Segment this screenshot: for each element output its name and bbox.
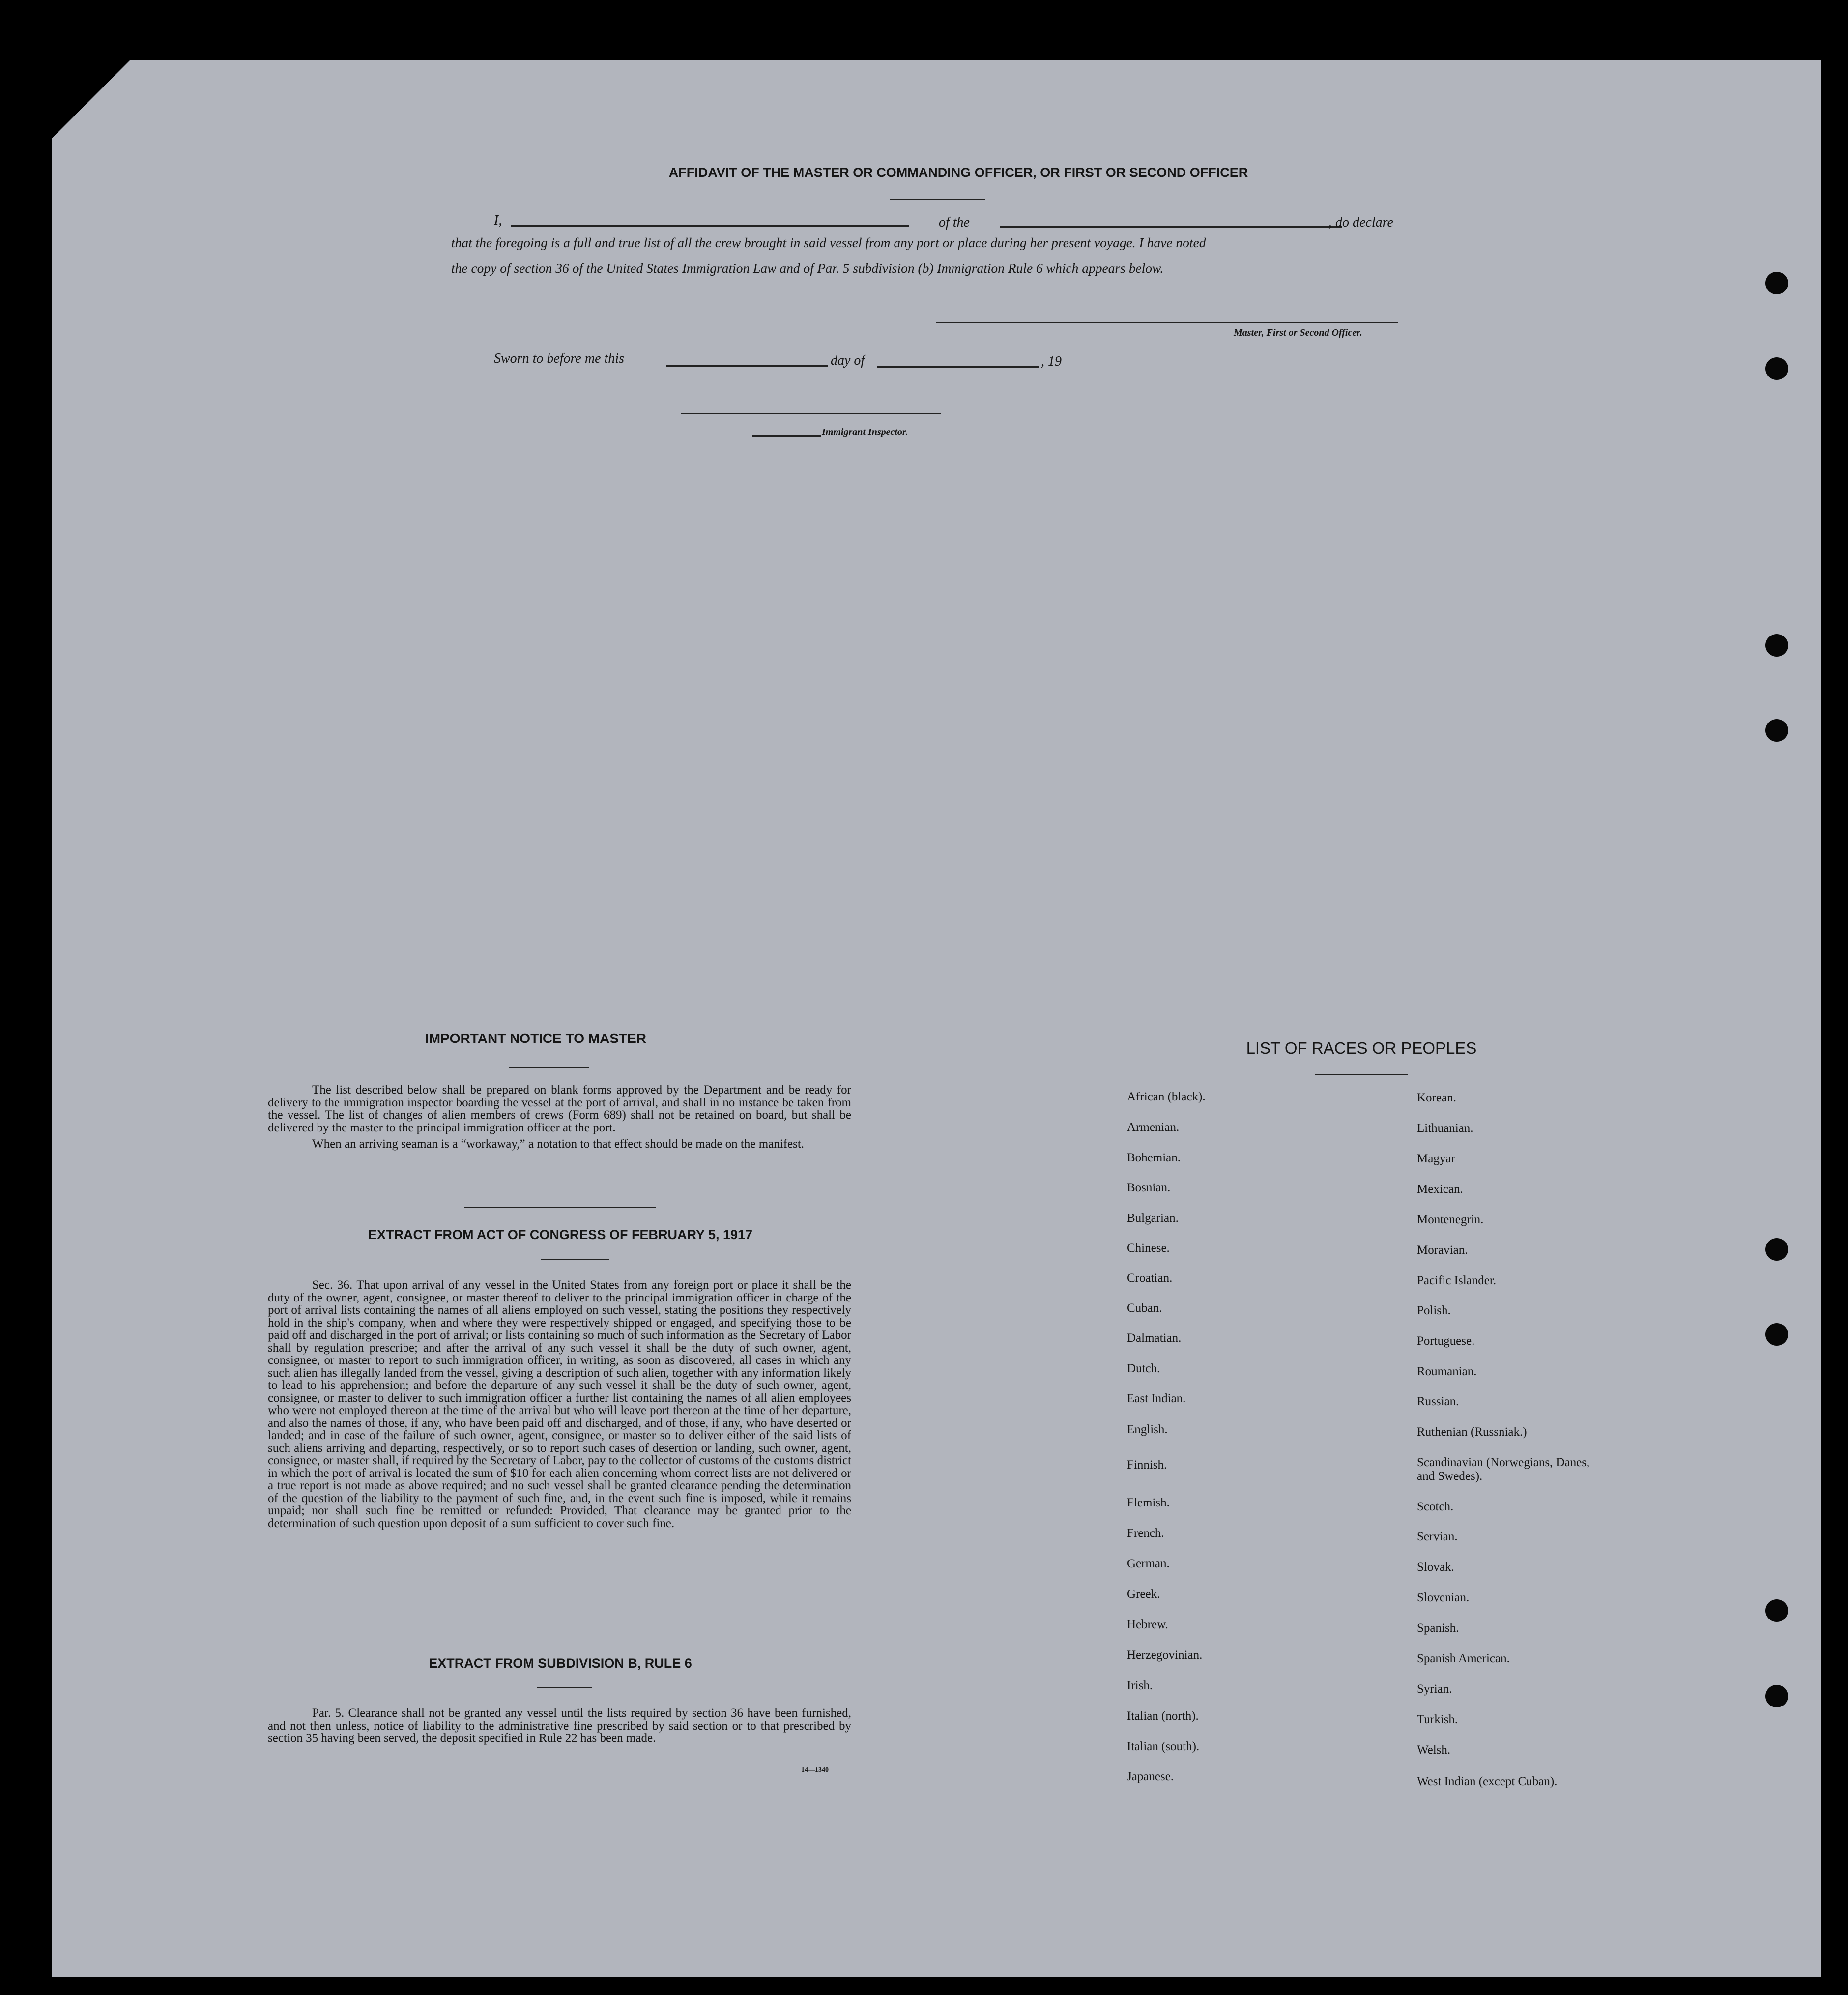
race-item: Korean. — [1417, 1091, 1456, 1104]
extract-rule-title: EXTRACT FROM SUBDIVISION B, RULE 6 — [429, 1656, 692, 1671]
race-item: Flemish. — [1127, 1496, 1170, 1509]
race-item: Ruthenian (Russniak.) — [1417, 1425, 1527, 1439]
inspector-caption: Immigrant Inspector. — [822, 427, 908, 437]
race-item: Bulgarian. — [1127, 1212, 1179, 1225]
sworn-month-line[interactable] — [877, 366, 1040, 368]
punch-hole — [1765, 1238, 1788, 1261]
race-item: Cuban. — [1127, 1301, 1162, 1315]
race-item: Slovak. — [1417, 1561, 1454, 1574]
race-item: East Indian. — [1127, 1392, 1186, 1405]
signature-caption: Master, First or Second Officer. — [1234, 327, 1362, 338]
race-item: Montenegrin. — [1417, 1213, 1484, 1226]
race-item: Scandinavian (Norwegians, Danes, and Swedes). — [1417, 1456, 1590, 1483]
race-item: Spanish American. — [1417, 1652, 1510, 1665]
affidavit-line2: that the foregoing is a full and true list of all the crew brought in said vessel from any port or place during her present voyage. I have noted — [451, 235, 1206, 250]
race-item: Dutch. — [1127, 1362, 1160, 1375]
form-number: 14—1340 — [801, 1766, 829, 1774]
divider — [1315, 1074, 1408, 1075]
affidavit-line3: the copy of section 36 of the United States Immigration Law and of Par. 5 subdivision (b) Immigration Rule 6 which appears below. — [451, 260, 1164, 276]
affidavit-declare: , do declare — [1328, 215, 1393, 230]
race-item: Turkish. — [1417, 1713, 1458, 1726]
race-item: Portuguese. — [1417, 1334, 1475, 1348]
race-item: Bohemian. — [1127, 1151, 1181, 1164]
affidavit-title: AFFIDAVIT OF THE MASTER OR COMMANDING OFFICER, OR FIRST OR SECOND OFFICER — [668, 165, 1248, 180]
race-item: Japanese. — [1127, 1770, 1174, 1783]
race-item: African (black). — [1127, 1090, 1206, 1103]
race-item: Welsh. — [1417, 1743, 1451, 1757]
punch-hole — [1765, 357, 1788, 380]
punch-hole — [1765, 1323, 1788, 1346]
year-text: , 19 — [1041, 354, 1062, 369]
race-item: Pacific Islander. — [1417, 1274, 1497, 1287]
race-item: Armenian. — [1127, 1121, 1180, 1134]
race-item: Hebrew. — [1127, 1618, 1168, 1631]
divider — [509, 1067, 589, 1068]
race-item: Slovenian. — [1417, 1591, 1470, 1604]
section-36-text: Sec. 36. That upon arrival of any vessel in the United States from any foreign port or place it shall be the duty of the owner, agent, consignee, or master thereof to deliver to the principal immigration officer in charge of the port of arrival lists containing the names of all aliens employed on such vessel, stating the positions they respectively hold in the ship's company, when and where they were respectively shipped or engaged, and specifying those to be paid off and discharged in the port of arrival; or lists containing so much of such information as the Secretary of Labor shall by regulation prescribe; and after the arrival of any such vessel it shall be the duty of such owner, agent, consignee, or master to report to such immigration officer, in writing, as soon as discovered, all cases in which any such alien has illegally landed from the vessel, giving a description of such alien, together with any information likely to lead to his apprehension; and before the departure of any such vessel it shall be the duty of such owner, agent, consignee, or master to deliver to such immigration officer a further list containing the names of all alien employees who were not employed thereon at the time of the arrival but who will leave port thereon at the time of her departure, and also the names of those, if any, who have been paid off and discharged, and of those, if any, who have deserted or landed; and in case of the failure of such owner, agent, consignee, or master so to deliver either of the said lists of such aliens arriving and departing, respectively, or so to report such cases of desertion or landing, such owner, agent, consignee, or master shall, if required by the Secretary of Labor, pay to the collector of customs of the customs district in which the port of arrival is located the sum of $10 for each alien concerning whom correct lists are not delivered or a true report is not made as above required; and no such vessel shall be granted clearance pending the determination of the question of the liability to the payment of such fine, and, in the event such fine is imposed, while it remains unpaid; nor shall such fine be remitted or refunded: Provided, That clearance may be granted prior to the determination of such question upon deposit of a sum sufficient to cover such fine. — [268, 1278, 851, 1530]
race-item: Italian (south). — [1127, 1740, 1200, 1753]
race-item: German. — [1127, 1557, 1170, 1570]
divider — [537, 1687, 592, 1688]
race-item: Russian. — [1417, 1395, 1459, 1408]
race-item: Croatian. — [1127, 1272, 1173, 1285]
divider — [890, 199, 985, 200]
affidavit-line1-i: I, — [494, 213, 502, 228]
form-page — [52, 60, 1821, 1977]
extract-act-title: EXTRACT FROM ACT OF CONGRESS OF FEBRUARY 5, 1917 — [368, 1227, 753, 1242]
notice-title: IMPORTANT NOTICE TO MASTER — [425, 1031, 647, 1046]
race-item: Moravian. — [1417, 1243, 1468, 1257]
race-item: Greek. — [1127, 1588, 1160, 1601]
divider — [541, 1259, 609, 1260]
inspector-signature-line[interactable] — [681, 413, 941, 414]
race-item: Servian. — [1417, 1530, 1458, 1543]
race-item: French. — [1127, 1527, 1164, 1540]
notice-body — [268, 1084, 851, 1151]
race-item: Lithuanian. — [1417, 1122, 1473, 1135]
race-item: Scotch. — [1417, 1500, 1454, 1513]
race-item: Italian (north). — [1127, 1709, 1199, 1723]
race-item: English. — [1127, 1423, 1168, 1436]
race-item: Dalmatian. — [1127, 1331, 1182, 1345]
signature-line[interactable] — [936, 322, 1398, 323]
punch-hole — [1765, 719, 1788, 742]
race-item: West Indian (except Cuban). — [1417, 1775, 1558, 1788]
day-of-text: day of — [831, 353, 865, 368]
punch-hole — [1765, 634, 1788, 657]
par-5-text: Par. 5. Clearance shall not be granted any vessel until the lists required by section 36 have been furnished, and not then unless, notice of liability to the administrative fine prescribed by said section or to that prescribed by section 35 having been served, the deposit specified in Rule 22 has been made. — [268, 1706, 851, 1745]
punch-hole — [1765, 1685, 1788, 1707]
sworn-day-line[interactable] — [666, 365, 828, 367]
punch-hole — [1765, 1599, 1788, 1622]
race-item: Mexican. — [1417, 1183, 1463, 1196]
notice-paragraph: The list described below shall be prepared on blank forms approved by the Department and be ready for delivery to the immigration inspector boarding the vessel at the port of arrival, and shall in no instance be taken from the vessel. The list of changes of alien members of crews (Form 689) shall not be retained on board, but shall be delivered by the master to the principal immigration officer at the port. — [268, 1083, 851, 1134]
punch-hole — [1765, 272, 1788, 294]
sworn-text: Sworn to before me this — [494, 351, 624, 366]
affidavit-of-the: of the — [939, 215, 970, 230]
race-item: Herzegovinian. — [1127, 1648, 1203, 1662]
inspector-short-line — [752, 435, 821, 437]
race-item: Roumanian. — [1417, 1365, 1477, 1378]
races-title: LIST OF RACES OR PEOPLES — [1246, 1039, 1477, 1057]
race-item: Syrian. — [1417, 1682, 1452, 1696]
race-item: Spanish. — [1417, 1621, 1459, 1635]
extract-rule-body — [268, 1707, 851, 1745]
master-name-line[interactable] — [511, 225, 909, 227]
race-item: Polish. — [1417, 1304, 1451, 1317]
race-item: Finnish. — [1127, 1458, 1167, 1472]
vessel-name-line[interactable] — [1000, 226, 1342, 228]
race-item: Irish. — [1127, 1679, 1153, 1692]
race-item: Magyar — [1417, 1152, 1455, 1165]
race-item: Bosnian. — [1127, 1181, 1171, 1194]
divider — [464, 1207, 656, 1208]
extract-act-body — [268, 1279, 851, 1530]
race-item: Chinese. — [1127, 1242, 1170, 1255]
notice-paragraph: When an arriving seaman is a “workaway,” a notation to that effect should be made on the manifest. — [312, 1137, 805, 1151]
